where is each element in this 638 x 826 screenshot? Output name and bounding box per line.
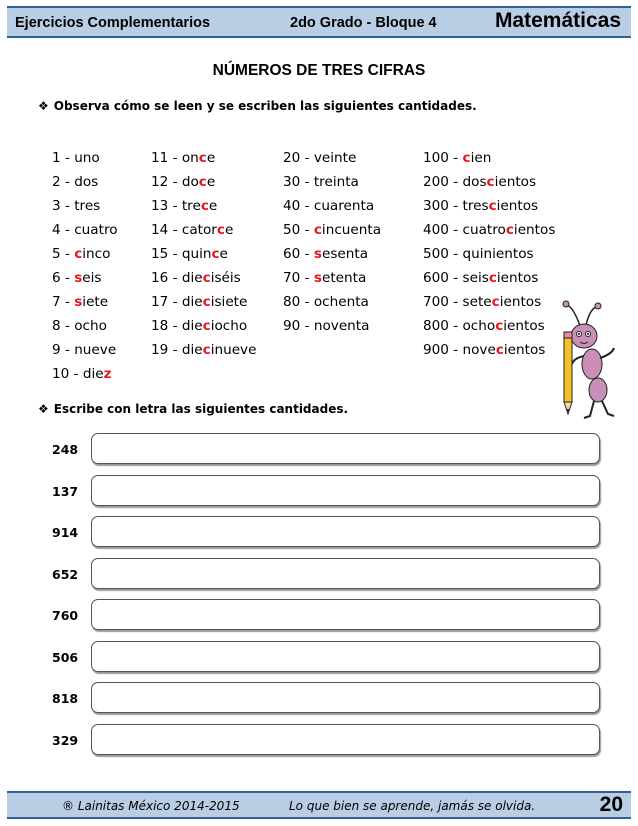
number-word-text: 200 - dos <box>423 174 487 190</box>
highlighted-letter: c <box>488 270 497 286</box>
page-number: 20 <box>599 793 623 816</box>
number-word-item <box>423 266 555 290</box>
instruction-read-text: Observa cómo se leen y se escriben las siguientes cantidades. <box>53 99 477 113</box>
number-word-text: 20 - veinte <box>283 150 357 166</box>
exercise-number: 248 <box>52 442 79 457</box>
number-word-text: 100 - <box>423 150 463 166</box>
number-word-text: incuenta <box>321 222 382 238</box>
number-word-item <box>283 242 381 266</box>
number-word-item <box>52 290 118 314</box>
number-word-text: 13 - tre <box>151 198 201 214</box>
number-word-text: 14 - cator <box>151 222 217 238</box>
highlighted-letter: c <box>198 174 207 190</box>
number-word-item <box>151 194 256 218</box>
number-word-item <box>423 218 555 242</box>
number-word-item <box>151 218 256 242</box>
numbers-column-3 <box>283 146 381 338</box>
number-word-text: e <box>206 150 216 166</box>
number-word-text: 500 - quinientos <box>423 246 534 262</box>
number-word-item <box>52 146 118 170</box>
number-word-text: 12 - do <box>151 174 199 190</box>
highlighted-letter: c <box>202 318 211 334</box>
page-title: NÚMEROS DE TRES CIFRAS <box>212 62 426 79</box>
number-word-item <box>52 194 118 218</box>
number-word-item <box>151 242 256 266</box>
highlighted-letter: c <box>495 342 504 358</box>
number-word-text: ientos <box>496 198 539 214</box>
numbers-column-4 <box>423 146 555 362</box>
page-header <box>7 6 631 38</box>
highlighted-letter: c <box>491 294 500 310</box>
number-word-item <box>151 146 256 170</box>
number-word-text: 30 - treinta <box>283 174 359 190</box>
numbers-column-1 <box>52 146 118 386</box>
number-word-text: 15 - quin <box>151 246 212 262</box>
header-grade-block: 2do Grado - Bloque 4 <box>290 15 437 31</box>
number-word-item <box>52 362 118 386</box>
number-word-item <box>151 266 256 290</box>
answer-field[interactable] <box>91 599 600 630</box>
number-word-text: inueve <box>210 342 257 358</box>
number-word-text: ien <box>470 150 492 166</box>
highlighted-letter: z <box>103 366 112 382</box>
number-word-item <box>423 290 555 314</box>
number-word-text: inco <box>82 246 111 262</box>
number-word-text: 4 - cuatro <box>52 222 118 238</box>
answer-field[interactable] <box>91 516 600 547</box>
footer-motto: Lo que bien se aprende, jamás se olvida. <box>289 799 536 813</box>
number-word-text: 800 - ocho <box>423 318 496 334</box>
number-word-text: 60 - <box>283 246 314 262</box>
number-word-text: 90 - noventa <box>283 318 370 334</box>
number-word-item <box>423 338 555 362</box>
answer-field[interactable] <box>91 433 600 464</box>
highlighted-letter: c <box>211 246 220 262</box>
highlighted-letter: c <box>486 174 495 190</box>
footer-copyright: ® Lainitas México 2014-2015 <box>62 799 240 813</box>
highlighted-letter: s <box>74 294 83 310</box>
number-word-item <box>423 194 555 218</box>
number-word-item <box>283 266 381 290</box>
highlighted-letter: c <box>313 222 322 238</box>
number-word-text: ientos <box>503 318 545 334</box>
number-word-text: 6 - <box>52 270 75 286</box>
number-word-item <box>423 242 555 266</box>
number-word-text: 10 - die <box>52 366 104 382</box>
highlighted-letter: c <box>462 150 471 166</box>
number-word-text: 8 - ocho <box>52 318 107 334</box>
number-word-text: esenta <box>321 246 369 262</box>
diamond-bullet-icon: ❖ <box>38 99 49 113</box>
number-word-item <box>423 170 555 194</box>
answer-field[interactable] <box>91 682 600 713</box>
exercise-number: 760 <box>52 608 79 623</box>
number-word-item <box>283 170 381 194</box>
number-word-text: 17 - die <box>151 294 203 310</box>
number-word-item <box>52 338 118 362</box>
number-word-item <box>52 266 118 290</box>
header-course: Ejercicios Complementarios <box>15 15 211 31</box>
number-word-text: etenta <box>321 270 367 286</box>
number-word-text: 18 - die <box>151 318 203 334</box>
exercise-number: 329 <box>52 732 79 748</box>
highlighted-letter: c <box>505 222 514 238</box>
answer-field[interactable] <box>91 558 600 589</box>
number-word-text: ientos <box>503 342 546 358</box>
highlighted-letter: c <box>198 150 207 166</box>
instruction-read <box>38 99 477 113</box>
exercise-number: 652 <box>52 566 79 582</box>
highlighted-letter: s <box>74 270 83 286</box>
number-word-text: ientos <box>499 294 542 310</box>
number-word-text: 3 - tres <box>52 198 101 214</box>
number-word-text: 16 - die <box>151 270 203 286</box>
highlighted-letter: c <box>488 198 497 214</box>
number-word-item <box>283 290 381 314</box>
instruction-write-text: Escribe con letra las siguientes cantidades. <box>53 402 349 416</box>
number-word-item <box>283 194 381 218</box>
diamond-bullet-icon: ❖ <box>38 402 49 416</box>
number-word-text: e <box>208 198 218 214</box>
highlighted-letter: c <box>202 342 211 358</box>
number-word-text: 2 - dos <box>52 174 99 190</box>
highlighted-letter: c <box>74 246 83 262</box>
number-word-text: 50 - <box>283 222 314 238</box>
number-word-item <box>151 170 256 194</box>
exercise-number: 818 <box>52 691 79 706</box>
number-word-text: isiete <box>210 294 248 310</box>
highlighted-letter: c <box>202 294 211 310</box>
number-word-item <box>151 290 256 314</box>
header-subject: Matemáticas <box>494 9 621 32</box>
exercise-number: 137 <box>52 483 79 499</box>
number-word-item <box>151 338 256 362</box>
number-word-item <box>423 146 555 170</box>
number-word-text: eis <box>82 270 102 286</box>
number-word-text: e <box>206 174 216 190</box>
number-word-item <box>52 170 118 194</box>
highlighted-letter: s <box>313 270 322 286</box>
instruction-write <box>38 402 348 416</box>
answer-field[interactable] <box>91 475 600 506</box>
number-word-text: ientos <box>496 270 539 286</box>
number-word-text: 1 - uno <box>52 150 100 166</box>
number-word-text: 900 - nove <box>423 342 496 358</box>
highlighted-letter: c <box>200 198 209 214</box>
number-word-text: 70 - <box>283 270 314 286</box>
number-word-text: iete <box>82 294 109 310</box>
number-word-text: 11 - on <box>151 150 199 166</box>
ant-with-pencil-illustration <box>552 298 622 423</box>
answer-field[interactable] <box>91 724 600 755</box>
number-word-item <box>151 314 256 338</box>
highlighted-letter: c <box>202 270 211 286</box>
number-word-text: 19 - die <box>151 342 203 358</box>
number-word-item <box>52 218 118 242</box>
numbers-column-2 <box>151 146 256 362</box>
number-word-text: ientos <box>513 222 556 238</box>
number-word-text: 80 - ochenta <box>283 294 369 310</box>
number-word-text: e <box>224 222 234 238</box>
number-word-text: ientos <box>494 174 537 190</box>
number-word-item <box>283 314 381 338</box>
exercise-number: 914 <box>52 525 79 540</box>
number-word-text: 700 - sete <box>423 294 492 310</box>
page-footer <box>7 791 631 819</box>
number-word-text: 7 - <box>52 294 75 310</box>
number-word-text: 9 - nueve <box>52 342 117 358</box>
number-word-item <box>283 146 381 170</box>
number-word-item <box>423 314 555 338</box>
number-word-text: 300 - tres <box>423 198 489 214</box>
number-word-text: 400 - cuatro <box>423 222 506 238</box>
number-word-item <box>283 218 381 242</box>
number-word-text: 5 - <box>52 246 75 262</box>
highlighted-letter: s <box>313 246 322 262</box>
highlighted-letter: c <box>495 318 504 334</box>
number-word-text: 40 - cuarenta <box>283 198 375 214</box>
exercise-number: 506 <box>52 649 79 665</box>
number-word-text: iocho <box>210 318 248 334</box>
number-word-item <box>52 242 118 266</box>
answer-field[interactable] <box>91 641 600 672</box>
number-word-text: 600 - seis <box>423 270 489 286</box>
number-word-text: iséis <box>210 270 241 286</box>
highlighted-letter: c <box>216 222 225 238</box>
number-word-item <box>52 314 118 338</box>
number-word-text: e <box>219 246 228 262</box>
